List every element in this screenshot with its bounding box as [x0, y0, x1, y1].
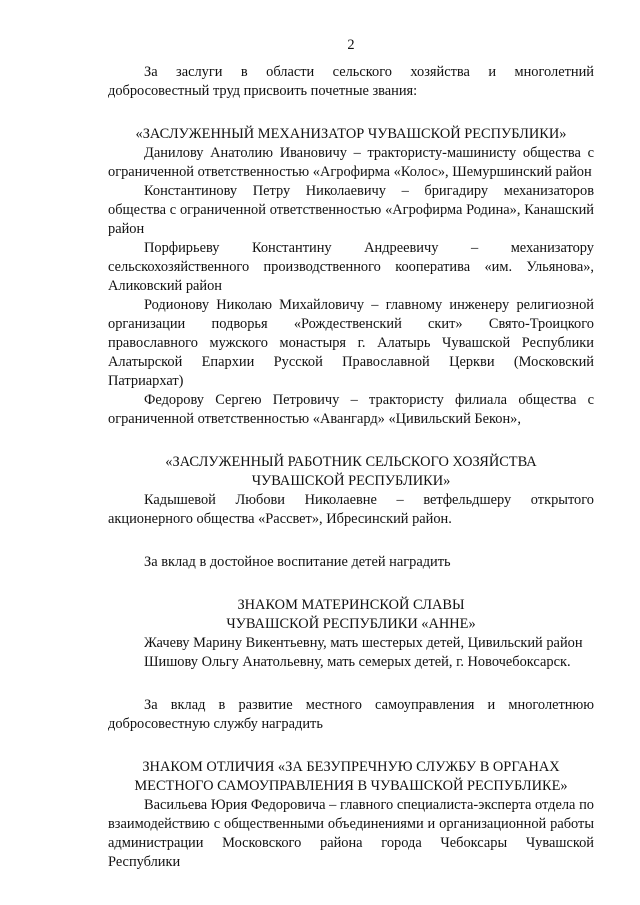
- nominee-entry: Жачеву Марину Викентьевну, мать шестерых детей, Цивильский район: [144, 635, 583, 651]
- intro-paragraph: За вклад в достойное воспитание детей наградить: [144, 554, 451, 570]
- award-heading-line-2: ЧУВАШСКОЙ РЕСПУБЛИКИ «АННЕ»: [226, 616, 476, 632]
- nominee-entry: Шишову Ольгу Анатольевну, мать семерых детей, г. Новочебоксарск.: [144, 654, 571, 670]
- intro-paragraph: За вклад в развитие местного самоуправления и многолетнюю добросовестную службу наградить: [108, 697, 594, 732]
- nominee-entry: Васильева Юрия Федоровича – главного специалиста-эксперта отдела по взаимодействию с общественными объединениями и организационной работы администрации Московского района города Чебоксары Чувашской Республики: [108, 797, 594, 870]
- award-heading-line-2: МЕСТНОГО САМОУПРАВЛЕНИЯ В ЧУВАШСКОЙ РЕСПУБЛИКЕ»: [134, 778, 568, 794]
- award-heading-line-1: «ЗАСЛУЖЕННЫЙ РАБОТНИК СЕЛЬСКОГО ХОЗЯЙСТВА: [165, 454, 537, 470]
- nominee-entry: Порфирьеву Константину Андреевичу – механизатору сельскохозяйственного производственного кооператива «им. Ульянова», Аликовский район: [108, 240, 594, 294]
- nominee-entry: Федорову Сергею Петровичу – трактористу филиала общества с ограниченной ответственностью «Авангард» «Цивильский Бекон»,: [108, 392, 594, 427]
- award-heading-line-1: ЗНАКОМ МАТЕРИНСКОЙ СЛАВЫ: [237, 597, 465, 613]
- award-heading-line-1: ЗНАКОМ ОТЛИЧИЯ «ЗА БЕЗУПРЕЧНУЮ СЛУЖБУ В ОРГАНАХ: [142, 759, 560, 775]
- nominee-entry: Константинову Петру Николаевичу – бригадиру механизаторов общества с ограниченной ответственностью «Агрофирма Родина», Канашский район: [108, 183, 594, 237]
- nominee-entry: Кадышевой Любови Николаевне – ветфельдшеру открытого акционерного общества «Рассвет», Ибресинский район.: [108, 492, 594, 527]
- award-heading-line-2: ЧУВАШСКОЙ РЕСПУБЛИКИ»: [251, 473, 451, 489]
- intro-paragraph: За заслуги в области сельского хозяйства и многолетний добросовестный труд присвоить почетные звания:: [108, 64, 594, 99]
- nominee-entry: Родионову Николаю Михайловичу – главному инженеру религиозной организации подворья «Рождественский скит» Свято-Троицкого православного мужского монастыря г. Алатырь Чувашской Республики Алатырской Епархии Русской Православной Церкви (Московский Патриархат): [108, 297, 594, 389]
- award-heading: «ЗАСЛУЖЕННЫЙ МЕХАНИЗАТОР ЧУВАШСКОЙ РЕСПУБЛИКИ»: [135, 126, 567, 142]
- nominee-entry: Данилову Анатолию Ивановичу – трактористу-машинисту общества с ограниченной ответственностью «Агрофирма «Колос», Шемуршинский район: [108, 145, 594, 180]
- page-number: 2: [347, 37, 355, 53]
